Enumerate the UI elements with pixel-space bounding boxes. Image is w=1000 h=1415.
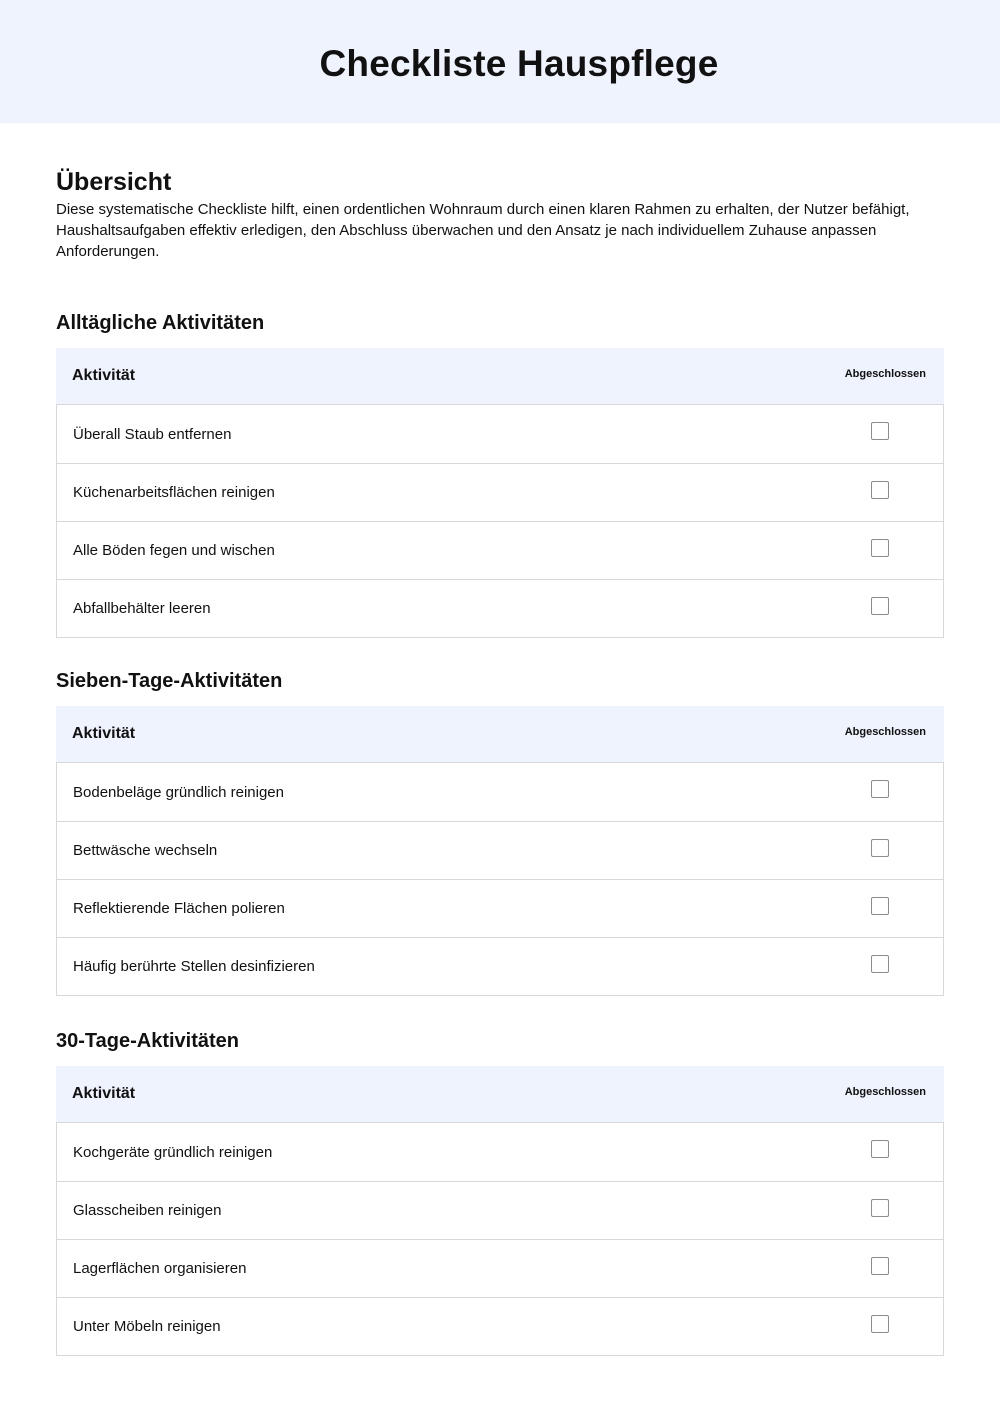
column-header-activity: Aktivität (72, 725, 136, 742)
activity-label: Küchenarbeitsflächen reinigen (73, 484, 275, 501)
table-row (57, 1181, 943, 1239)
activity-label: Reflektierende Flächen polieren (73, 900, 285, 917)
table-header (56, 348, 944, 404)
table-row (57, 579, 943, 637)
section-weekly (56, 669, 944, 996)
activity-label: Unter Möbeln reinigen (73, 1318, 221, 1335)
table-row (57, 463, 943, 521)
activity-label: Abfallbehälter leeren (73, 600, 211, 617)
checklist-table (56, 706, 944, 996)
completed-checkbox[interactable] (871, 897, 889, 915)
completed-checkbox[interactable] (871, 422, 889, 440)
column-header-activity: Aktivität (72, 1085, 136, 1102)
activity-label: Lagerflächen organisieren (73, 1260, 247, 1277)
document-header (0, 0, 1000, 123)
table-row (57, 821, 943, 879)
column-header-completed: Abgeschlossen (844, 1086, 926, 1098)
table-row (57, 937, 943, 995)
overview-text: Diese systematische Checkliste hilft, einen ordentlichen Wohnraum durch einen klaren Rahmen zu erhalten, der Nutzer befähigt, Haushaltsaufgaben effektiv erledigen, den Abschluss überwachen und den Ansatz je nach individuellem Zuhause anpassen Anforderungen. (56, 201, 910, 260)
completed-checkbox[interactable] (871, 780, 889, 798)
completed-checkbox[interactable] (871, 1257, 889, 1275)
completed-checkbox[interactable] (871, 597, 889, 615)
section-title: Alltägliche Aktivitäten (56, 312, 265, 334)
column-header-completed: Abgeschlossen (844, 368, 926, 380)
table-header (56, 706, 944, 762)
activity-label: Häufig berührte Stellen desinfizieren (73, 958, 315, 975)
column-header-activity: Aktivität (72, 367, 136, 384)
table-header (56, 1066, 944, 1122)
table-row (57, 763, 943, 821)
table-body (56, 1122, 944, 1356)
table-body (56, 762, 944, 996)
column-header-completed: Abgeschlossen (844, 726, 926, 738)
table-row (57, 879, 943, 937)
table-body (56, 404, 944, 638)
activity-label: Kochgeräte gründlich reinigen (73, 1143, 273, 1161)
completed-checkbox[interactable] (871, 539, 889, 557)
activity-label: Bodenbeläge gründlich reinigen (73, 783, 284, 801)
table-row (57, 1123, 943, 1181)
section-title: 30-Tage-Aktivitäten (56, 1030, 240, 1052)
section-title: Sieben-Tage-Aktivitäten (56, 670, 283, 692)
completed-checkbox[interactable] (871, 1199, 889, 1217)
completed-checkbox[interactable] (871, 481, 889, 499)
checklist-table (56, 1066, 944, 1356)
completed-checkbox[interactable] (871, 1315, 889, 1333)
completed-checkbox[interactable] (871, 839, 889, 857)
table-row (57, 1297, 943, 1355)
table-row (57, 405, 943, 463)
section-daily (56, 311, 944, 638)
activity-label: Überall Staub entfernen (73, 425, 232, 443)
completed-checkbox[interactable] (871, 955, 889, 973)
table-row (57, 521, 943, 579)
section-monthly (56, 1029, 944, 1356)
overview-heading: Übersicht (56, 168, 172, 196)
document-body (0, 167, 1000, 1356)
completed-checkbox[interactable] (871, 1140, 889, 1158)
activity-label: Alle Böden fegen und wischen (73, 542, 275, 559)
document-title: Checkliste Hauspflege (319, 42, 719, 84)
activity-label: Bettwäsche wechseln (73, 842, 218, 859)
table-row (57, 1239, 943, 1297)
checklist-table (56, 348, 944, 638)
activity-label: Glasscheiben reinigen (73, 1202, 222, 1219)
